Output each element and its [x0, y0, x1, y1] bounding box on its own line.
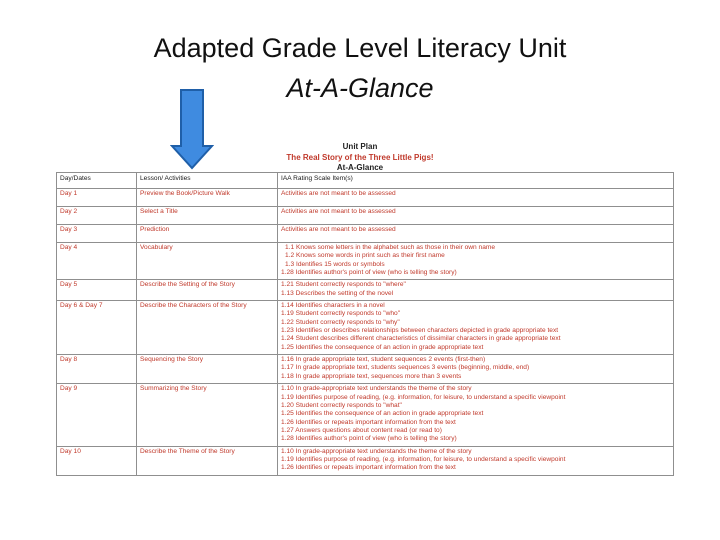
rating-item: 1.23 Identifies or describes relationships between characters depicted in grade appropriate text — [281, 327, 559, 335]
rating-item: 1.2 Knows some words in print such as their first name — [285, 252, 445, 260]
column-header-items: IAA Rating Scale Item(s) — [278, 173, 674, 189]
rating-items-cell — [278, 243, 674, 280]
column-header-day: Day/Dates — [57, 173, 137, 189]
rating-item: 1.19 Identifies purpose of reading, (e.g. information, for leisure, to understand a specific viewpoint — [281, 455, 566, 463]
rating-item: 1.13 Describes the setting of the novel — [281, 289, 394, 297]
table-header-row — [57, 173, 674, 189]
lesson-cell: Preview the Book/Picture Walk — [137, 189, 278, 207]
rating-items-cell — [278, 355, 674, 384]
table-row — [57, 355, 674, 384]
day-cell: Day 4 — [57, 243, 137, 280]
rating-item: 1.22 Student correctly responds to "why" — [281, 318, 400, 326]
rating-item: 1.28 Identifies author's point of view (who is telling the story) — [281, 269, 457, 277]
day-cell: Day 5 — [57, 280, 137, 301]
lesson-cell: Summarizing the Story — [137, 384, 278, 446]
table-row — [57, 446, 674, 475]
document-heading — [250, 142, 470, 174]
table-row — [57, 301, 674, 355]
rating-item: 1.27 Answers questions about content read (or read to) — [281, 426, 442, 434]
rating-item: 1.26 Identifies or repeats important information from the text — [281, 418, 456, 426]
rating-item: 1.19 Student correctly responds to "who" — [281, 310, 401, 318]
rating-items-cell — [278, 280, 674, 301]
rating-item: 1.16 In grade appropriate text, student sequences 2 events (first-then) — [281, 356, 486, 364]
rating-item: 1.14 Identifies characters in a novel — [281, 302, 385, 310]
rating-items-cell — [278, 207, 674, 225]
unit-plan-heading: Unit Plan — [342, 142, 378, 151]
rating-item: 1.21 Student correctly responds to "where" — [281, 281, 406, 289]
rating-items-cell — [278, 225, 674, 243]
rating-item: 1.17 In grade appropriate text, students sequences 3 events (beginning, middle, end) — [281, 364, 530, 372]
slide-subtitle: At-A-Glance — [286, 73, 434, 103]
rating-item: Activities are not meant to be assessed — [281, 190, 396, 197]
rating-item: 1.25 Identifies the consequence of an action in grade appropriate text — [281, 343, 484, 351]
day-cell: Day 3 — [57, 225, 137, 243]
rating-item: 1.28 Identifies author's point of view (who is telling the story) — [281, 435, 457, 443]
slide-title: Adapted Grade Level Literacy Unit — [153, 33, 567, 63]
rating-item: 1.10 In grade-appropriate text understands the theme of the story — [281, 385, 472, 393]
day-cell: Day 10 — [57, 446, 137, 475]
table-row — [57, 207, 674, 225]
lesson-cell: Select a Title — [137, 207, 278, 225]
rating-item: Activities are not meant to be assessed — [281, 226, 396, 233]
down-arrow-icon — [170, 88, 214, 170]
lesson-cell: Prediction — [137, 225, 278, 243]
rating-items-cell — [278, 301, 674, 355]
rating-item: 1.20 Student correctly responds to "what" — [281, 401, 402, 409]
rating-items-cell — [278, 189, 674, 207]
rating-item: Activities are not meant to be assessed — [281, 208, 396, 215]
rating-items-cell — [278, 446, 674, 475]
day-cell: Day 6 & Day 7 — [57, 301, 137, 355]
rating-item: 1.1 Knows some letters in the alphabet such as those in their own name — [285, 244, 496, 251]
table-row — [57, 243, 674, 280]
day-cell: Day 8 — [57, 355, 137, 384]
day-cell: Day 9 — [57, 384, 137, 446]
rating-item: 1.26 Identifies or repeats important information from the text — [281, 464, 456, 472]
rating-item: 1.24 Student describes different characteristics of dissimilar characters in grade appropriate text — [281, 335, 561, 343]
column-header-lesson: Lesson/ Activities — [137, 173, 278, 189]
story-title: The Real Story of the Three Little Pigs! — [286, 152, 434, 162]
table-row — [57, 384, 674, 446]
lesson-cell: Describe the Setting of the Story — [137, 280, 278, 301]
day-cell: Day 1 — [57, 189, 137, 207]
table-row — [57, 189, 674, 207]
rating-items-cell — [278, 384, 674, 446]
unit-plan-table — [56, 172, 674, 476]
lesson-cell: Sequencing the Story — [137, 355, 278, 384]
at-a-glance-heading: At-A-Glance — [336, 163, 384, 172]
table-row — [57, 280, 674, 301]
rating-item: 1.25 Identifies the consequence of an action in grade appropriate text — [281, 410, 484, 418]
table-row — [57, 225, 674, 243]
lesson-cell: Describe the Theme of the Story — [137, 446, 278, 475]
rating-item: 1.18 In grade appropriate text, sequences more than 3 events — [281, 372, 462, 380]
day-cell: Day 2 — [57, 207, 137, 225]
lesson-cell: Describe the Characters of the Story — [137, 301, 278, 355]
rating-item: 1.19 Identifies purpose of reading, (e.g. information, for leisure, to understand a specific viewpoint — [281, 393, 566, 401]
lesson-cell: Vocabulary — [137, 243, 278, 280]
rating-item: 1.10 In grade-appropriate text understands the theme of the story — [281, 447, 472, 455]
rating-item: 1.3 Identifies 15 words or symbols — [285, 260, 385, 268]
